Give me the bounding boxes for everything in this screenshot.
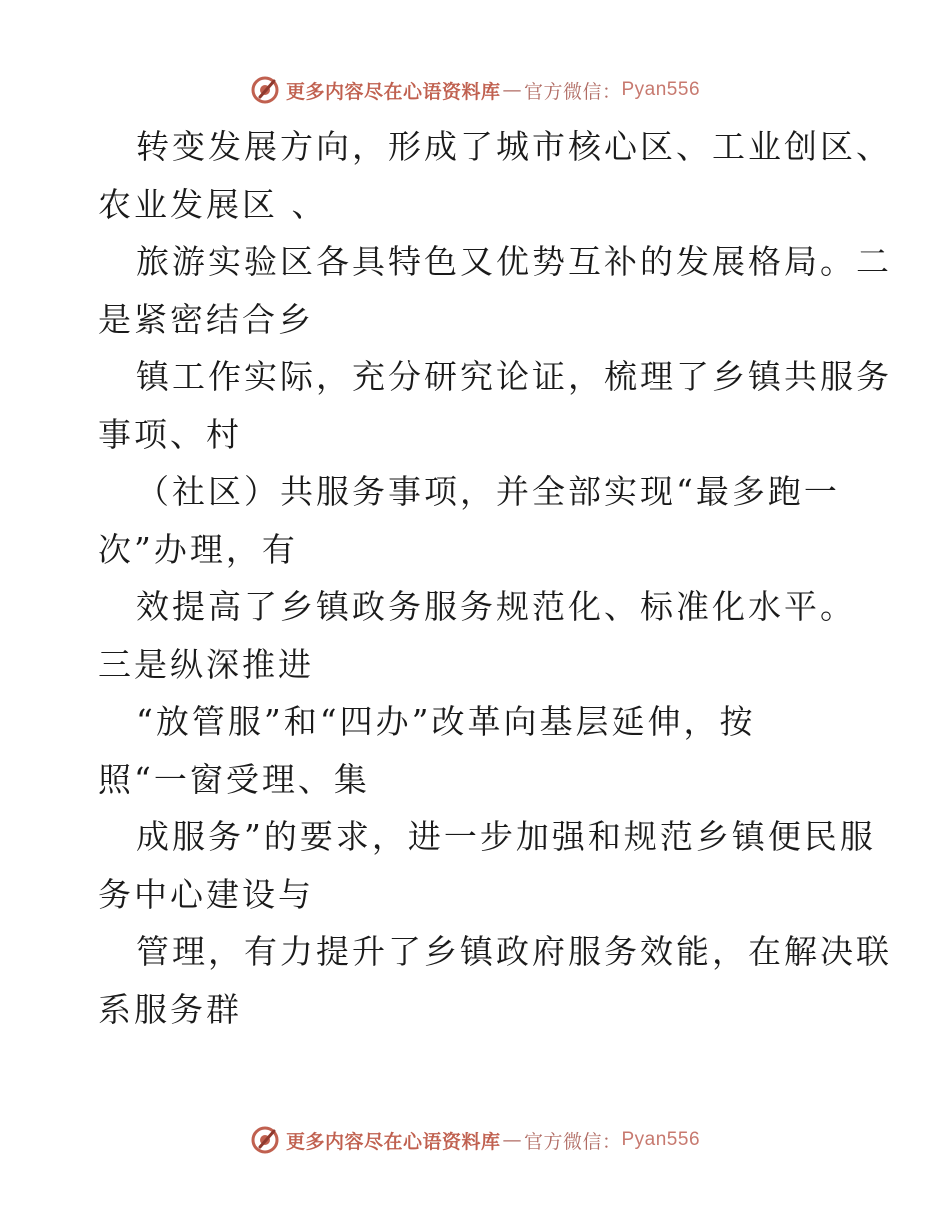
body-line: 是紧密结合乡: [98, 299, 314, 339]
banner-brand-text: 更多内容尽在心语资料库: [285, 1130, 501, 1153]
body-line: 照“一窗受理、集: [98, 759, 370, 799]
body-line: 成服务”的要求，进一步加强和规范乡镇便民服: [136, 817, 876, 856]
banner-wechat-label: 官方微信：: [523, 80, 622, 103]
body-line: 系服务群: [98, 989, 242, 1029]
header-banner: [0, 70, 950, 110]
body-line: 管理，有力提升了乡镇政府服务效能，在解决联: [136, 932, 892, 971]
banner-dash: —: [502, 1129, 522, 1151]
logo-icon: [250, 75, 280, 105]
body-line: 次”办理，有: [98, 529, 298, 569]
body-line: 镇工作实际，充分研究论证，梳理了乡镇共服务: [136, 357, 892, 396]
banner-brand-text: 更多内容尽在心语资料库: [285, 80, 501, 103]
body-line: 三是纵深推进: [98, 644, 314, 684]
banner-wechat-id: Pyan556: [621, 1129, 701, 1150]
body-line: 农业发展区 、: [98, 184, 328, 224]
banner-wechat-label: 官方微信：: [523, 1130, 622, 1153]
body-line: 旅游实验区各具特色又优势互补的发展格局。二: [136, 242, 892, 281]
banner-dash: —: [502, 79, 522, 101]
footer-banner: [0, 1120, 950, 1160]
body-line: 效提高了乡镇政务服务规范化、标准化水平。: [136, 587, 856, 626]
banner-wechat-id: Pyan556: [621, 79, 701, 100]
document-body: [98, 118, 892, 1038]
body-line: 转变发展方向，形成了城市核心区、工业创区、: [136, 127, 892, 166]
body-line: 务中心建设与: [98, 874, 314, 914]
body-line: “放管服”和“四办”改革向基层延伸，按: [136, 702, 756, 741]
body-line: 事项、村: [98, 414, 242, 454]
logo-icon: [250, 1125, 280, 1155]
body-line: （社区）共服务事项，并全部实现“最多跑一: [136, 472, 840, 511]
